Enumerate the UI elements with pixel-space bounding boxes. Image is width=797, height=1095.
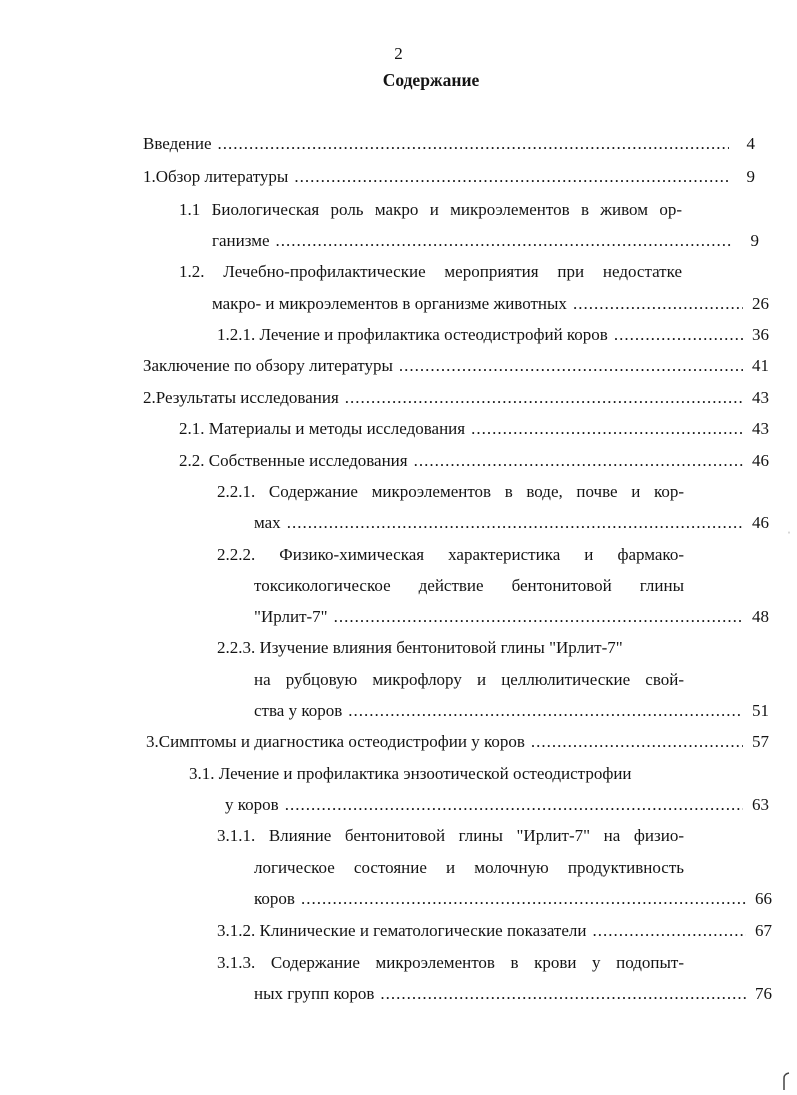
toc-entry-text: 3.1.2. Клинические и гематологические показатели [217,921,587,940]
toc-entry-page: 66 [755,889,772,908]
leader-dots [285,794,743,816]
toc-entry-section-3-1-line1 [189,763,689,785]
leader-dots [276,230,734,252]
toc-entry-page: 4 [746,134,755,153]
toc-entry-section-1-2-line2 [212,293,769,315]
toc-entry-section-1-1-line2 [212,230,759,252]
toc-entry-text: ства у коров [254,701,343,720]
toc-entry-page: 63 [752,795,769,814]
toc-entry-chapter-1 [143,166,755,188]
toc-entry-section-2-2 [179,450,769,472]
toc-entry-number: 2. [143,388,156,407]
toc-entry-text: 1.1 Биологическая роль макро и микроэлементов в живом ор- [179,200,682,219]
toc-entry-intro [143,133,755,155]
toc-entry-section-2-2-3-line1 [217,637,687,659]
toc-entry-page: 41 [752,356,769,375]
toc-entry-text: макро- и микроэлементов в организме животных [212,294,567,313]
scan-mark: ˌ [787,520,791,534]
toc-entry-page: 43 [752,388,769,407]
toc-entry-text: 2.2.2. Физико-химическая характеристика и фармако- [217,545,684,564]
leader-dots [218,133,729,155]
toc-entry-text: токсикологическое действие бентонитовой глины [254,576,684,595]
toc-entry-section-2-1 [179,418,769,440]
toc-entry-section-2-2-2-line1 [217,544,684,566]
leader-dots [345,387,743,409]
toc-entry-page: 57 [752,732,769,751]
toc-entry-section-3-1-3-line1 [217,952,684,974]
leader-dots [334,606,743,628]
toc-entry-number: 1. [143,167,156,186]
leader-dots [294,166,729,188]
toc-entry-section-2-2-3-line3 [254,700,769,722]
toc-entry-text: ных групп коров [254,984,375,1003]
toc-entry-section-1-1-line1 [179,199,682,221]
toc-entry-page: 46 [752,513,769,532]
leader-dots [399,355,743,377]
toc-entry-section-3-1-3-line2 [254,983,772,1005]
leader-dots [287,512,743,534]
toc-entry-text: 2.2.1. Содержание микроэлементов в воде, почве и кор- [217,482,684,501]
toc-entry-text: Заключение по обзору литературы [143,356,393,375]
toc-entry-page: 76 [755,984,772,1003]
toc-entry-section-3-1-line2 [225,794,769,816]
toc-entry-text: у коров [225,795,279,814]
toc-entry-text: 3.1.1. Влияние бентонитовой глины "Ирлит-7" на физио- [217,826,684,845]
leader-dots [380,983,746,1005]
toc-entry-text: 3.1. Лечение и профилактика энзоотической остеодистрофии [189,764,632,783]
toc-entry-page: 51 [752,701,769,720]
toc-entry-page: 9 [750,231,759,250]
toc-entry-text: Обзор литературы [155,167,289,186]
toc-entry-text: 1.2. Лечебно-профилактические мероприятия при недостатке [179,262,682,281]
toc-entry-text: 1.2.1. Лечение и профилактика остеодистрофий коров [217,325,608,344]
leader-dots [301,888,746,910]
toc-entry-text: 2.1. Материалы и методы исследования [179,419,466,438]
leader-dots [348,700,743,722]
toc-entry-conclusion [143,355,769,377]
leader-dots [471,418,743,440]
leader-dots [531,731,743,753]
toc-entry-section-2-2-1-line2 [254,512,769,534]
page-title: Содержание [382,70,480,90]
toc-entry-section-1-2-1 [217,324,769,346]
leader-dots [573,293,743,315]
toc-entry-section-3-1-1-line1 [217,825,684,847]
toc-entry-text: коров [254,889,295,908]
toc-entry-text: логическое состояние и молочную продуктивность [254,858,684,877]
toc-entry-section-2-2-2-line3 [254,606,769,628]
toc-entry-text: на рубцовую микрофлору и целлюлитические свой- [254,670,684,689]
toc-entry-section-2-2-1-line1 [217,481,684,503]
scan-corner-mark [781,1070,795,1092]
toc-entry-text: 2.2. Собственные исследования [179,451,408,470]
toc-entry-page: 46 [752,451,769,470]
leader-dots [593,920,747,942]
toc-entry-section-2-2-2-line2 [254,575,684,597]
toc-entry-number: 3. [146,732,159,751]
toc-entry-page: 48 [752,607,769,626]
leader-dots [414,450,743,472]
toc-entry-page: 36 [752,325,769,344]
toc-entry-text: "Ирлит-7" [254,607,328,626]
toc-entry-section-1-2-line1 [179,261,682,283]
toc-entry-chapter-2 [143,387,769,409]
toc-entry-section-3-1-1-line2 [254,857,684,879]
toc-entry-page: 67 [755,921,772,940]
leader-dots [614,324,743,346]
toc-entry-page: 9 [746,167,755,186]
toc-entry-text: мах [254,513,281,532]
toc-entry-section-2-2-3-line2 [254,669,684,691]
toc-entry-text: Результаты исследования [155,388,339,407]
toc-entry-chapter-3 [146,731,769,753]
toc-entry-text: Симптомы и диагностика остеодистрофии у коров [158,732,525,751]
toc-entry-page: 26 [752,294,769,313]
toc-entry-section-3-1-2 [217,920,772,942]
toc-entry-text: 2.2.3. Изучение влияния бентонитовой глины "Ирлит-7" [217,638,623,657]
toc-entry-page: 43 [752,419,769,438]
toc-entry-text: Введение [143,134,212,153]
toc-entry-text: 3.1.3. Содержание микроэлементов в крови у подопыт- [217,953,684,972]
toc-entry-text: ганизме [212,231,270,250]
toc-entry-section-3-1-1-line3 [254,888,772,910]
page-number: 2 [394,44,403,63]
